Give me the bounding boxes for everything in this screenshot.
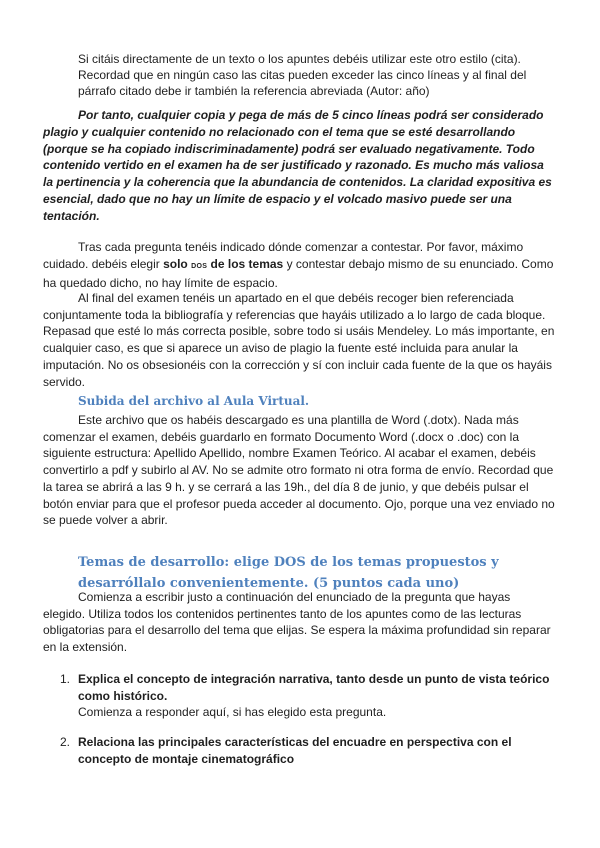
instructions-text-before: Tras cada pregunta tenéis indicado dónde comenzar a contestar. Por favor, máximo cuidado. debéis elegir [43, 240, 524, 271]
quote-style-paragraph: Si citáis directamente de un texto o los apuntes debéis utilizar este otro estilo (cita). Recordad que en ningún caso las citas pueden exceder las cinco líneas y al final del párrafo citado debe ir también la referencia abreviada (Autor: año) [78, 52, 527, 98]
bibliography-paragraph: Al final del examen tenéis un apartado en el que debéis recoger bien referenciada conjuntamente toda la bibliografía y referencias que hayáis utilizado a lo largo de cada bloque. Repasad que esté lo más correcta posible, sobre todo si usáis Mendeley. Lo más importante, en cualquier caso, es que si aparece un aviso de plagio la fuente esté incluida para anular la imputación. No os obsesionéis con la corrección y sí con incluir cada fuente de la que os hayáis servido. [43, 291, 555, 389]
instructions-solo: solo [163, 256, 188, 271]
instructions-paragraph [43, 239, 555, 292]
plagiarism-warning-paragraph: Por tanto, cualquier copia y pega de más de 5 cinco líneas podrá ser considerado plagio y cualquier contenido no relacionado con el tema que se esté desarrollando (porque se ha copiado indiscriminadamente) podrá ser evaluado negativamente. Todo contenido vertido en el examen ha de ser justificado y razonado. Es mucho más valiosa la pertinencia y la coherencia que la abundancia de contenidos. La claridad expositiva es esencial, dado que no hay un límite de espacio y el volcado masivo puede ser una tentación. [43, 108, 552, 223]
instructions-dos: DOS [191, 262, 208, 270]
question-text: Relaciona las principales características del encuadre en perspectiva con el concepto de montaje cinematográfico [78, 735, 512, 766]
question-number: 1. [60, 672, 71, 686]
topics-heading: Temas de desarrollo: elige DOS de los temas propuestos y desarróllalo convenientemente. (5 puntos cada uno) [78, 555, 499, 591]
question-item [60, 671, 550, 721]
question-text: Explica el concepto de integración narrativa, tanto desde un punto de vista teórico como histórico. [78, 672, 550, 703]
instructions-temas: de los temas [210, 256, 284, 271]
upload-paragraph: Este archivo que os habéis descargado es una plantilla de Word (.dotx). Nada más comenzar el examen, debéis guardarlo en formato Documento Word (.docx o .doc) con la siguiente estructura: Apellido Apellido, nombre Examen Teórico. Al acabar el examen, debéis convertirlo a pdf y subirlo al AV. No se admite otro formato ni otra forma de envío. Recordad que la tarea se abrirá a las 9 h. y se cerrará a las 19h., del día 8 de junio, y que debéis pulsar el botón enviar para que el profesor pueda acceder al documento. Ojo, porque una vez enviado no se puede volver a abrir. [43, 413, 555, 528]
instructions-text-after: y contestar debajo mismo de su enunciado. Como ha quedado dicho, no hay límite de espacio. [43, 256, 554, 291]
upload-heading: Subida del archivo al Aula Virtual. [78, 394, 310, 408]
answer-hint: Comienza a responder aquí, si has elegido esta pregunta. [78, 705, 387, 719]
question-item [60, 734, 550, 767]
topics-paragraph: Comienza a escribir justo a continuación del enunciado de la pregunta que hayas elegido. Utiliza todos los contenidos pertinentes tanto de los apuntes como de las lecturas obligatorias para el desarrollo del tema que elijas. Se espera la máxima profundidad sin reparar en la extensión. [43, 590, 551, 655]
question-number: 2. [60, 735, 71, 749]
